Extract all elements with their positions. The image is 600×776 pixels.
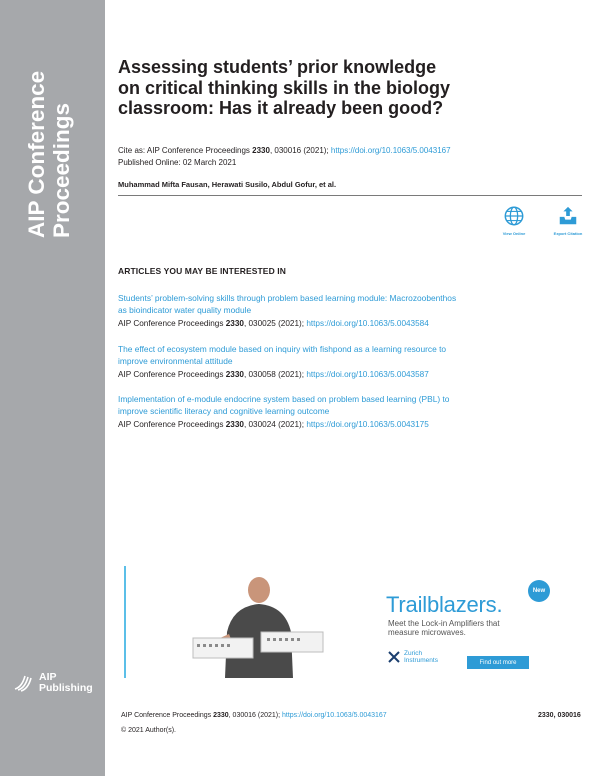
related-cite-volume: 2330 [225, 319, 244, 328]
ad-headline: Trailblazers. [386, 592, 503, 617]
ad-new-badge: New [528, 580, 550, 602]
export-citation-button[interactable] [548, 205, 588, 236]
view-online-label: View Online [502, 231, 526, 236]
related-article-title-line: improve scientific literacy and cognitive learning outcome [118, 405, 330, 416]
article-title-line: on critical thinking skills in the biology [118, 77, 451, 98]
brand-line2: Publishing [39, 682, 93, 694]
zurich-x-icon [388, 651, 400, 663]
footer-cite-prefix: AIP Conference Proceedings [121, 712, 214, 719]
export-icon [557, 205, 579, 227]
view-online-button[interactable] [494, 205, 534, 236]
ad-subtitle-line: measure microwaves. [388, 628, 466, 637]
related-articles-heading: ARTICLES YOU MAY BE INTERESTED IN [118, 266, 286, 276]
advertisement-banner[interactable] [124, 566, 583, 678]
related-cite-volume: 2330 [225, 370, 244, 379]
cite-suffix: , 030016 (2021); [269, 146, 331, 155]
article-doi-link[interactable]: https://doi.org/10.1063/5.0043167 [330, 146, 451, 155]
cite-volume: 2330 [252, 146, 270, 155]
related-cite-suffix: , 030024 (2021); [243, 420, 307, 429]
related-doi-link[interactable]: https://doi.org/10.1063/5.0043587 [306, 370, 429, 379]
article-title [118, 57, 538, 119]
ad-subtitle-line: Meet the Lock-in Amplifiers that [388, 619, 500, 628]
article-title-line: Assessing students’ prior knowledge [118, 57, 437, 77]
ad-logo-line: Instruments [404, 657, 438, 664]
page-number: 2330, 030016 [538, 712, 581, 719]
ad-person-illustration [189, 572, 329, 678]
related-article [118, 344, 578, 381]
authors: Muhammad Mifta Fausan, Herawati Susilo, Abdul Gofur, et al. [118, 180, 337, 189]
published-date: Published Online: 02 March 2021 [118, 158, 237, 167]
journal-title-line1: AIP Conference [24, 70, 49, 238]
related-doi-link[interactable]: https://doi.org/10.1063/5.0043584 [306, 319, 429, 328]
export-citation-label: Export Citation [553, 231, 583, 236]
brand-line1: AIP [39, 671, 57, 683]
related-doi-link[interactable]: https://doi.org/10.1063/5.0043175 [306, 420, 429, 429]
related-cite-suffix: , 030058 (2021); [243, 370, 307, 379]
related-article [118, 394, 578, 431]
related-article-cite [118, 318, 578, 330]
journal-title-line2: Proceedings [49, 102, 74, 238]
related-cite-suffix: , 030025 (2021); [243, 319, 307, 328]
journal-sidebar [0, 0, 105, 776]
footer-cite-suffix: , 030016 (2021); [228, 712, 282, 719]
related-article-title[interactable] [118, 394, 578, 417]
footer-citation [121, 712, 387, 719]
cite-as [118, 145, 451, 157]
related-article-title[interactable] [118, 344, 578, 367]
related-cite-prefix: AIP Conference Proceedings [118, 420, 226, 429]
related-article-cite [118, 419, 578, 431]
related-cite-prefix: AIP Conference Proceedings [118, 319, 226, 328]
related-article-title-line: The effect of ecosystem module based on inquiry with fishpond as a learning resource to [118, 344, 447, 354]
ad-accent-rule [124, 566, 126, 678]
related-cite-volume: 2330 [225, 420, 244, 429]
related-article-title-line: Students’ problem-solving skills through problem based learning module: Macrozoobenthos [118, 293, 457, 303]
copyright: © 2021 Author(s). [121, 727, 176, 734]
publisher-logo[interactable] [12, 671, 93, 695]
related-article-cite [118, 369, 578, 381]
ad-logo-line: Zurich [404, 650, 423, 657]
related-article-title-line: improve environmental attitude [118, 355, 233, 366]
footer-doi-link[interactable]: https://doi.org/10.1063/5.0043167 [282, 712, 387, 719]
related-cite-prefix: AIP Conference Proceedings [118, 370, 226, 379]
zurich-instruments-logo [388, 650, 438, 664]
globe-icon [503, 205, 525, 227]
cite-prefix: Cite as: AIP Conference Proceedings [118, 146, 253, 155]
related-article [118, 293, 578, 330]
related-article-title[interactable] [118, 293, 578, 316]
related-article-title-line: as bioindicator water quality module [118, 304, 252, 315]
article-title-line: classroom: Has it already been good? [118, 98, 444, 118]
footer-cite-volume: 2330 [213, 712, 229, 719]
find-out-more-button[interactable]: Find out more [467, 656, 529, 669]
divider [118, 195, 582, 196]
ad-subtitle [388, 619, 558, 637]
aip-logo-icon [12, 671, 36, 695]
related-article-title-line: Implementation of e-module endocrine system based on problem based learning (PBL) to [118, 394, 450, 404]
